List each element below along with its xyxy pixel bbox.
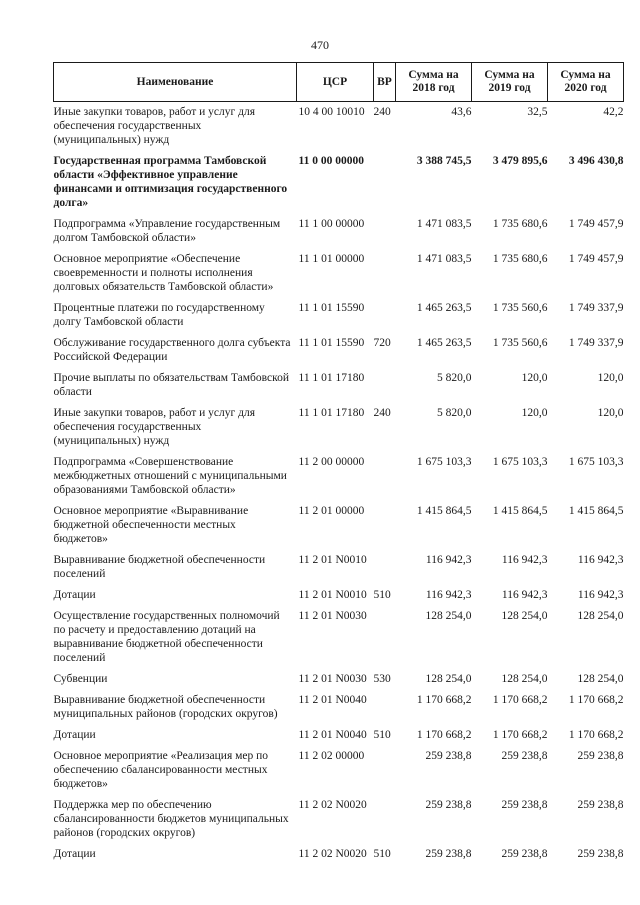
row-name: Иные закупки товаров, работ и услуг для обеспечения государственных (муниципальных) нужд bbox=[53, 407, 255, 447]
row-sum-2020: 1 415 864,5 bbox=[568, 505, 624, 517]
row-sum-2018: 1 415 864,5 bbox=[416, 505, 472, 517]
row-sum-2020: 1 749 337,9 bbox=[568, 337, 624, 349]
row-name: Подпрограмма «Совершенствование межбюджетных отношений с муниципальными образованиями Тамбовской области» bbox=[53, 456, 287, 496]
row-sum-2019: 1 170 668,2 bbox=[492, 694, 548, 706]
row-sum-2020: 116 942,3 bbox=[577, 589, 624, 601]
row-sum-2018: 1 170 668,2 bbox=[416, 729, 472, 741]
row-csr: 11 2 01 00000 bbox=[298, 505, 365, 517]
row-csr: 11 1 00 00000 bbox=[298, 218, 365, 230]
row-sum-2018: 1 170 668,2 bbox=[416, 694, 472, 706]
row-sum-2018: 128 254,0 bbox=[425, 610, 472, 622]
table-row bbox=[54, 725, 624, 746]
row-sum-2020: 1 749 337,9 bbox=[568, 302, 624, 314]
header-sum-2018: Сумма на 2018 год bbox=[396, 63, 472, 102]
row-csr: 11 2 00 00000 bbox=[298, 456, 365, 468]
row-sum-2019: 120,0 bbox=[521, 372, 548, 384]
row-name: Основное мероприятие «Реализация мер по обеспечению сбалансированности местных бюджетов» bbox=[53, 750, 269, 790]
header-sum-2020: Сумма на 2020 год bbox=[548, 63, 624, 102]
header-sum-2019: Сумма на 2019 год bbox=[472, 63, 548, 102]
row-vr bbox=[374, 746, 396, 795]
row-vr: 240 bbox=[373, 106, 391, 118]
row-csr: 11 1 01 15590 bbox=[298, 302, 365, 314]
row-name: Субвенции bbox=[53, 673, 108, 685]
row-sum-2020: 1 170 668,2 bbox=[568, 729, 624, 741]
row-sum-2018: 128 254,0 bbox=[425, 673, 472, 685]
row-name: Поддержка мер по обеспечению сбалансированности бюджетов муниципальных районов (городских округов) bbox=[53, 799, 289, 839]
row-vr: 240 bbox=[373, 407, 391, 419]
row-sum-2019: 1 735 560,6 bbox=[492, 337, 548, 349]
table-row bbox=[54, 669, 624, 690]
row-sum-2019: 1 675 103,3 bbox=[492, 456, 548, 468]
row-csr: 11 2 02 N0020 bbox=[298, 848, 367, 860]
row-vr: 530 bbox=[373, 673, 391, 685]
row-sum-2019: 120,0 bbox=[521, 407, 548, 419]
row-sum-2020: 42,2 bbox=[603, 106, 624, 118]
row-sum-2019: 128 254,0 bbox=[501, 673, 548, 685]
row-name: Дотации bbox=[53, 729, 96, 741]
row-vr bbox=[374, 550, 396, 585]
row-name: Дотации bbox=[53, 589, 96, 601]
row-vr: 510 bbox=[373, 848, 391, 860]
table-row bbox=[54, 102, 624, 152]
row-sum-2018: 1 465 263,5 bbox=[416, 337, 472, 349]
row-sum-2020: 128 254,0 bbox=[577, 610, 624, 622]
row-csr: 11 2 01 N0030 bbox=[298, 673, 367, 685]
table-row bbox=[54, 151, 624, 214]
row-sum-2019: 1 735 680,6 bbox=[492, 218, 548, 230]
row-sum-2018: 5 820,0 bbox=[437, 407, 472, 419]
row-sum-2018: 1 675 103,3 bbox=[416, 456, 472, 468]
row-name: Выравнивание бюджетной обеспеченности поселений bbox=[53, 554, 266, 580]
page-number: 470 bbox=[311, 38, 329, 52]
header-name: Наименование bbox=[54, 63, 297, 102]
row-sum-2019: 1 735 680,6 bbox=[492, 253, 548, 265]
row-csr: 11 2 02 00000 bbox=[298, 750, 365, 762]
table-row bbox=[54, 452, 624, 501]
row-sum-2018: 259 238,8 bbox=[425, 750, 472, 762]
row-name: Основное мероприятие «Выравнивание бюджетной обеспеченности местных бюджетов» bbox=[53, 505, 249, 545]
row-sum-2019: 116 942,3 bbox=[501, 554, 548, 566]
table-row bbox=[54, 606, 624, 669]
row-name: Осуществление государственных полномочий по расчету и предоставлению дотаций на выравнивание бюджетной обеспеченности поселений bbox=[53, 610, 280, 664]
row-sum-2020: 259 238,8 bbox=[577, 799, 624, 811]
row-sum-2019: 128 254,0 bbox=[501, 610, 548, 622]
row-sum-2020: 1 170 668,2 bbox=[568, 694, 624, 706]
row-name: Подпрограмма «Управление государственным долгом Тамбовской области» bbox=[53, 218, 281, 244]
row-sum-2018: 1 471 083,5 bbox=[416, 253, 472, 265]
row-sum-2020: 128 254,0 bbox=[577, 673, 624, 685]
table-row bbox=[54, 795, 624, 844]
row-sum-2019: 32,5 bbox=[527, 106, 548, 118]
row-sum-2020: 3 496 430,8 bbox=[568, 155, 624, 167]
row-sum-2020: 259 238,8 bbox=[577, 750, 624, 762]
row-vr bbox=[374, 151, 396, 214]
row-sum-2018: 1 471 083,5 bbox=[416, 218, 472, 230]
row-name: Выравнивание бюджетной обеспеченности муниципальных районов (городских округов) bbox=[53, 694, 278, 720]
table-row bbox=[54, 298, 624, 333]
row-sum-2020: 259 238,8 bbox=[577, 848, 624, 860]
row-csr: 11 1 01 15590 bbox=[298, 337, 365, 349]
row-csr: 11 2 01 N0030 bbox=[298, 610, 367, 622]
row-sum-2018: 259 238,8 bbox=[425, 799, 472, 811]
row-sum-2020: 1 749 457,9 bbox=[568, 218, 624, 230]
row-csr: 11 2 01 N0040 bbox=[298, 694, 367, 706]
row-sum-2019: 1 415 864,5 bbox=[492, 505, 548, 517]
row-vr: 720 bbox=[373, 337, 391, 349]
row-vr bbox=[374, 368, 396, 403]
row-csr: 11 0 00 00000 bbox=[298, 155, 364, 167]
row-sum-2018: 3 388 745,5 bbox=[416, 155, 472, 167]
row-csr: 10 4 00 10010 bbox=[298, 106, 365, 118]
row-sum-2018: 116 942,3 bbox=[425, 589, 472, 601]
table-row bbox=[54, 368, 624, 403]
row-sum-2018: 43,6 bbox=[451, 106, 472, 118]
row-vr bbox=[374, 452, 396, 501]
table-row bbox=[54, 746, 624, 795]
row-csr: 11 1 01 00000 bbox=[298, 253, 365, 265]
row-sum-2020: 120,0 bbox=[597, 372, 624, 384]
row-csr: 11 1 01 17180 bbox=[298, 407, 365, 419]
row-name: Государственная программа Тамбовской области «Эффективное управление финансами и оптимизация государственного долга» bbox=[53, 155, 288, 209]
row-name: Обслуживание государственного долга субъекта Российской Федерации bbox=[53, 337, 291, 363]
table-row bbox=[54, 585, 624, 606]
row-sum-2020: 120,0 bbox=[597, 407, 624, 419]
row-csr: 11 2 02 N0020 bbox=[298, 799, 367, 811]
row-sum-2018: 1 465 263,5 bbox=[416, 302, 472, 314]
budget-table bbox=[53, 62, 624, 865]
table-row bbox=[54, 550, 624, 585]
header-vr: ВР bbox=[374, 63, 396, 102]
row-name: Прочие выплаты по обязательствам Тамбовской области bbox=[53, 372, 290, 398]
table-header-row bbox=[54, 63, 624, 102]
row-sum-2018: 259 238,8 bbox=[425, 848, 472, 860]
table-row bbox=[54, 249, 624, 298]
row-csr: 11 2 01 N0010 bbox=[298, 554, 367, 566]
row-sum-2020: 1 675 103,3 bbox=[568, 456, 624, 468]
table-row bbox=[54, 690, 624, 725]
row-name: Процентные платежи по государственному долгу Тамбовской области bbox=[53, 302, 265, 328]
row-csr: 11 2 01 N0010 bbox=[298, 589, 367, 601]
table-row bbox=[54, 844, 624, 865]
row-sum-2018: 116 942,3 bbox=[425, 554, 472, 566]
row-name: Дотации bbox=[53, 848, 96, 860]
row-csr: 11 2 01 N0040 bbox=[298, 729, 367, 741]
row-vr bbox=[374, 501, 396, 550]
row-vr bbox=[374, 214, 396, 249]
row-name: Иные закупки товаров, работ и услуг для обеспечения государственных (муниципальных) нужд bbox=[53, 106, 255, 146]
row-vr bbox=[374, 606, 396, 669]
row-sum-2019: 259 238,8 bbox=[501, 799, 548, 811]
row-sum-2018: 5 820,0 bbox=[437, 372, 472, 384]
row-vr: 510 bbox=[373, 589, 391, 601]
row-sum-2019: 259 238,8 bbox=[501, 848, 548, 860]
table-row bbox=[54, 333, 624, 368]
row-sum-2020: 1 749 457,9 bbox=[568, 253, 624, 265]
row-sum-2019: 259 238,8 bbox=[501, 750, 548, 762]
table-row bbox=[54, 501, 624, 550]
table-row bbox=[54, 403, 624, 452]
row-vr bbox=[374, 298, 396, 333]
row-csr: 11 1 01 17180 bbox=[298, 372, 365, 384]
row-vr: 510 bbox=[373, 729, 391, 741]
row-sum-2019: 1 735 560,6 bbox=[492, 302, 548, 314]
row-vr bbox=[374, 249, 396, 298]
table-row bbox=[54, 214, 624, 249]
row-vr bbox=[374, 690, 396, 725]
row-name: Основное мероприятие «Обеспечение своевременности и полноты исполнения долговых обязательств Тамбовской области» bbox=[53, 253, 274, 293]
header-csr: ЦСР bbox=[297, 63, 374, 102]
row-vr bbox=[374, 795, 396, 844]
row-sum-2019: 3 479 895,6 bbox=[492, 155, 548, 167]
row-sum-2020: 116 942,3 bbox=[577, 554, 624, 566]
row-sum-2019: 116 942,3 bbox=[501, 589, 548, 601]
row-sum-2019: 1 170 668,2 bbox=[492, 729, 548, 741]
